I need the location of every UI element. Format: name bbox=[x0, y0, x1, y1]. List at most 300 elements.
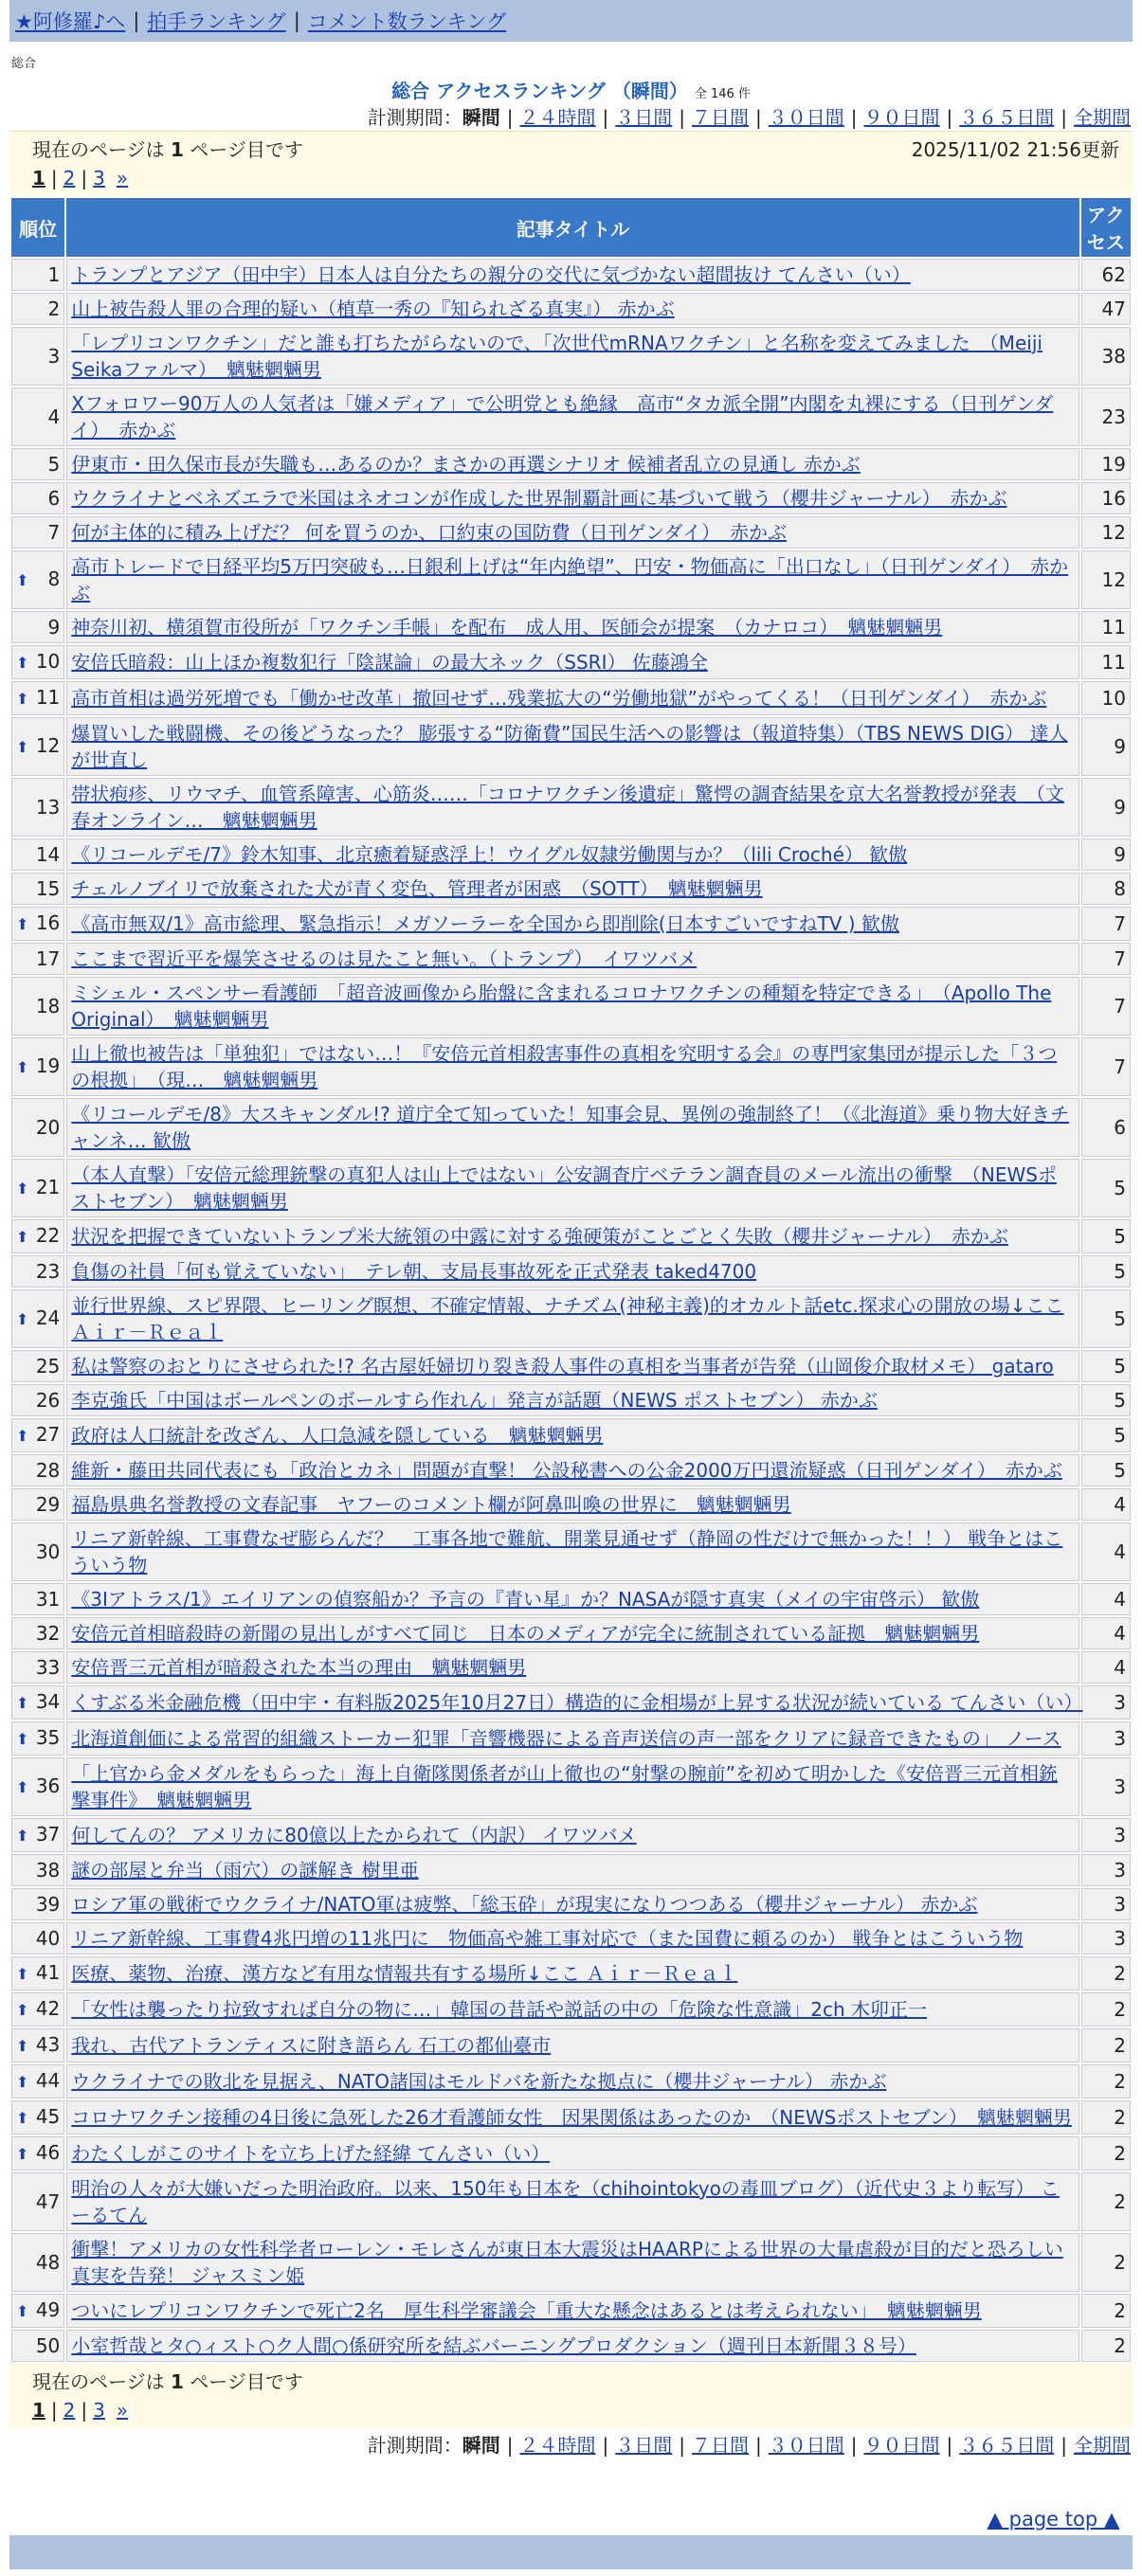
page-separator: | bbox=[81, 167, 88, 189]
article-link[interactable]: （本人直撃）「安倍元総理銃撃の真犯人は山上ではない」公安調査庁ベテラン調査員のメール流出の衝撃 （NEWSポストセブン） 魑魅魍魎男 bbox=[71, 1163, 1057, 1213]
period-option-link[interactable]: ９０日間 bbox=[863, 2434, 940, 2457]
up-arrow-icon: ⬆ bbox=[16, 738, 29, 756]
rank-cell bbox=[11, 2233, 64, 2292]
access-count: 5 bbox=[1081, 1454, 1131, 1486]
rank-cell bbox=[11, 2136, 64, 2171]
page-link[interactable]: 2 bbox=[63, 2399, 76, 2422]
rank-number: 1 bbox=[47, 263, 61, 286]
table-row bbox=[11, 1098, 1131, 1157]
rank-number: 14 bbox=[35, 843, 61, 866]
title-cell bbox=[66, 1888, 1079, 1920]
rank-number: 34 bbox=[35, 1690, 61, 1713]
access-count: 4 bbox=[1081, 1522, 1131, 1581]
rank-number: 21 bbox=[35, 1176, 61, 1198]
table-row bbox=[11, 2294, 1131, 2328]
rank-number: 28 bbox=[35, 1459, 61, 1482]
rank-number: 19 bbox=[35, 1054, 61, 1077]
article-link[interactable]: 維新・藤田共同代表にも「政治とカネ」問題が直撃！ 公設秘書への公金2000万円還流疑惑（日刊ゲンダイ） 赤かぶ bbox=[71, 1459, 1062, 1482]
article-link[interactable]: 政府は人口統計を改ざん、人口急減を隠している 魑魅魍魎男 bbox=[71, 1424, 604, 1447]
article-link[interactable]: 爆買いした戦闘機、その後どうなった？ 膨張する“防衛費”国民生活への影響は（報道特集）（TBS NEWS DIG） 達人が世直し bbox=[71, 722, 1068, 771]
title-cell bbox=[66, 293, 1079, 325]
rank-cell bbox=[11, 1721, 64, 1756]
table-row bbox=[11, 1956, 1131, 1991]
table-row bbox=[11, 1350, 1131, 1382]
period-separator: | bbox=[506, 2434, 514, 2457]
rank-cell bbox=[11, 1418, 64, 1452]
rank-cell bbox=[11, 943, 64, 975]
top-nav-bar bbox=[9, 0, 1133, 42]
article-link[interactable]: 衝撃！アメリカの女性科学者ローレン・モレさんが東日本大震災はHAARPによる世界の大量虐殺が目的だと恐ろしい真実を告発！ ジャスミン姫 bbox=[71, 2238, 1063, 2287]
period-separator: | bbox=[755, 2434, 762, 2457]
up-arrow-icon: ⬆ bbox=[16, 690, 29, 708]
rank-cell bbox=[11, 327, 64, 386]
article-link[interactable]: 伊東市・田久保市長が失職も…あるのか？まさかの再選シナリオ 候補者乱立の見通し 赤かぶ bbox=[71, 453, 861, 476]
period-separator: | bbox=[946, 2434, 953, 2457]
rank-cell bbox=[11, 1159, 64, 1217]
article-link[interactable]: 何してんの？ アメリカに80億以上たかられて（内訳） イワツバメ bbox=[71, 1824, 637, 1846]
article-link[interactable]: 並行世界線、スピ界隈、ヒーリング瞑想、不確定情報、ナチズム(神秘主義)的オカルト話etc.探求心の開放の場↓ここＡｉｒ－Ｒｅａｌ bbox=[71, 1294, 1064, 1343]
rank-number: 39 bbox=[35, 1893, 61, 1916]
title-cell bbox=[66, 1454, 1079, 1486]
updated-timestamp: 2025/11/02 21:56更新 bbox=[911, 138, 1119, 161]
comment-ranking-link[interactable]: コメント数ランキング bbox=[307, 10, 507, 33]
table-row bbox=[11, 907, 1131, 941]
table-row bbox=[11, 1255, 1131, 1288]
title-cell bbox=[66, 2136, 1079, 2171]
article-link[interactable]: ミシェル・スペンサー看護師 「超音波画像から胎盤に含まれるコロナワクチンの種類を特定できる」 （Apollo The Original） 魑魅魍魎男 bbox=[71, 982, 1052, 1031]
rank-cell bbox=[11, 2028, 64, 2063]
title-cell bbox=[66, 2233, 1079, 2292]
rank-number: 41 bbox=[35, 1961, 61, 1984]
page-link[interactable]: 2 bbox=[63, 167, 76, 189]
period-option-link[interactable]: ７日間 bbox=[692, 2434, 749, 2457]
title-cell bbox=[66, 1757, 1079, 1816]
rank-number: 50 bbox=[35, 2334, 61, 2357]
article-link[interactable]: ここまで習近平を爆笑させるのは見たこと無い。（トランプ） イワツバメ bbox=[71, 947, 698, 970]
pagination-bottom bbox=[9, 2364, 1133, 2428]
rank-number: 25 bbox=[35, 1355, 61, 1378]
rank-cell bbox=[11, 645, 64, 679]
article-link[interactable]: 帯状疱疹、リウマチ、血管系障害、心筋炎……「コロナワクチン後遺症」驚愕の調査結果を京大名誉教授が発表 （文春オンライン… 魑魅魍魎男 bbox=[71, 783, 1064, 832]
table-row bbox=[11, 717, 1131, 776]
up-arrow-icon: ⬆ bbox=[16, 1310, 29, 1328]
article-link[interactable]: Xフォロワー90万人の人気者は「嫌メディア」で公明党とも絶縁 高市“タカ派全開”内閣を丸裸にする（日刊ゲンダイ） 赤かぶ bbox=[71, 392, 1054, 441]
rank-cell bbox=[11, 1757, 64, 1816]
access-count: 3 bbox=[1081, 1685, 1131, 1720]
access-count: 5 bbox=[1081, 1219, 1131, 1253]
access-count: 5 bbox=[1081, 1418, 1131, 1452]
article-link[interactable]: くすぶる米金融危機（田中宇・有料版2025年10月27日）構造的に金相場が上昇する状況が続いている てんさい（い） bbox=[71, 1691, 1083, 1714]
article-link[interactable]: 北海道創価による常習的組織ストーカー犯罪「音響機器による音声送信の声一部をクリアに録音できたもの」 ノース bbox=[71, 1727, 1061, 1750]
col-rank-header: 順位 bbox=[11, 198, 64, 257]
table-row bbox=[11, 2028, 1131, 2063]
rank-number: 5 bbox=[47, 453, 61, 476]
period-option-link[interactable]: ３日間 bbox=[615, 106, 673, 129]
rank-number: 43 bbox=[35, 2033, 61, 2056]
rank-number: 13 bbox=[35, 796, 61, 819]
access-count: 5 bbox=[1081, 1350, 1131, 1382]
title-cell bbox=[66, 681, 1079, 715]
table-row bbox=[11, 1289, 1131, 1348]
rank-cell bbox=[11, 1255, 64, 1288]
period-separator: | bbox=[1060, 2434, 1067, 2457]
rank-cell bbox=[11, 482, 64, 514]
rank-number: 6 bbox=[47, 487, 61, 510]
rank-cell bbox=[11, 259, 64, 291]
up-arrow-icon: ⬆ bbox=[16, 1730, 29, 1748]
rank-number: 26 bbox=[35, 1389, 61, 1412]
title-cell bbox=[66, 1721, 1079, 1756]
title-cell bbox=[66, 1098, 1079, 1157]
rank-cell bbox=[11, 1922, 64, 1955]
period-option-link[interactable]: ２４時間 bbox=[519, 2434, 596, 2457]
rank-cell bbox=[11, 907, 64, 941]
access-count: 5 bbox=[1081, 1255, 1131, 1288]
table-row bbox=[11, 873, 1131, 905]
article-link[interactable]: トランプとアジア（田中宇）日本人は自分たちの親分の交代に気づかない超間抜け てんさい（い） bbox=[71, 263, 911, 286]
title-cell bbox=[66, 2028, 1079, 2063]
article-link[interactable]: ロシア軍の戦術でウクライナ/NATO軍は疲弊、「総玉砕」が現実になりつつある（櫻井ジャーナル） 赤かぶ bbox=[71, 1893, 978, 1916]
table-row bbox=[11, 1992, 1131, 2027]
table-row bbox=[11, 1159, 1131, 1217]
rank-cell bbox=[11, 681, 64, 715]
title-cell bbox=[66, 1992, 1079, 2027]
article-link[interactable]: 明治の人々が大嫌いだった明治政府。以来、150年も日本を（chihointokyoの毒皿ブログ）（近代史３より転写） こーるてん bbox=[71, 2177, 1060, 2226]
access-count: 3 bbox=[1081, 1757, 1131, 1816]
period-option-link[interactable]: ３０日間 bbox=[768, 2434, 844, 2457]
rank-number: 4 bbox=[47, 405, 61, 428]
table-header-row bbox=[11, 198, 1131, 257]
rank-cell bbox=[11, 293, 64, 325]
up-arrow-icon: ⬆ bbox=[16, 2037, 29, 2055]
table-row bbox=[11, 550, 1131, 609]
table-row bbox=[11, 1888, 1131, 1920]
access-count: 4 bbox=[1081, 1617, 1131, 1649]
article-link[interactable]: わたくしがこのサイトを立ち上げた経緯 てんさい（い） bbox=[71, 2142, 551, 2165]
title-cell bbox=[66, 387, 1079, 446]
table-row bbox=[11, 645, 1131, 679]
ranking-table bbox=[9, 196, 1133, 2364]
rank-number: 24 bbox=[35, 1306, 61, 1329]
rank-cell bbox=[11, 1854, 64, 1886]
table-row bbox=[11, 681, 1131, 715]
article-link[interactable]: ウクライナとベネズエラで米国はネオコンが作成した世界制覇計画に基づいて戦う（櫻井ジャーナル） 赤かぶ bbox=[71, 487, 1007, 510]
up-arrow-icon: ⬆ bbox=[16, 1778, 29, 1796]
page-title-text: 総合 アクセスランキング （瞬間） bbox=[391, 80, 688, 102]
access-count: 2 bbox=[1081, 2172, 1131, 2231]
access-count: 2 bbox=[1081, 2064, 1131, 2099]
access-count: 3 bbox=[1081, 1922, 1131, 1955]
up-arrow-icon: ⬆ bbox=[16, 1058, 29, 1076]
article-link[interactable]: 李克強氏「中国はボールペンのボールすら作れん」発言が話題（NEWS ポストセブン） 赤かぶ bbox=[71, 1389, 878, 1412]
access-count: 47 bbox=[1081, 293, 1131, 325]
article-link[interactable]: 負傷の社員「何も覚えていない」 テレ朝、支局長事故死を正式発表 taked4700 bbox=[71, 1260, 757, 1283]
home-link[interactable]: ★阿修羅♪へ bbox=[15, 10, 126, 33]
title-cell bbox=[66, 2064, 1079, 2099]
access-count: 3 bbox=[1081, 1721, 1131, 1756]
article-link[interactable]: 《リコールデモ/8》大スキャンダル!? 道庁全て知っていた！知事会見、異例の強制終了！（《北海道》乗り物大好きチャンネ… 歓傲 bbox=[71, 1103, 1070, 1152]
rank-cell bbox=[11, 1956, 64, 1991]
rank-number: 38 bbox=[35, 1859, 61, 1882]
access-count: 16 bbox=[1081, 482, 1131, 514]
access-count: 9 bbox=[1081, 838, 1131, 871]
table-row bbox=[11, 1757, 1131, 1816]
article-link[interactable]: 安倍晋三元首相が暗殺された本当の理由 魑魅魍魎男 bbox=[71, 1656, 527, 1679]
table-row bbox=[11, 1721, 1131, 1756]
rank-number: 16 bbox=[35, 911, 61, 934]
table-row bbox=[11, 482, 1131, 514]
rank-number: 23 bbox=[35, 1260, 61, 1283]
article-link[interactable]: 《高市無双/1》高市総理、緊急指示！メガソーラーを全国から即削除(日本すごいですねTV ) 歓傲 bbox=[71, 912, 899, 935]
rank-cell bbox=[11, 2064, 64, 2099]
rank-number: 36 bbox=[35, 1774, 61, 1797]
rank-cell bbox=[11, 838, 64, 871]
table-row bbox=[11, 1418, 1131, 1452]
article-link[interactable]: 《リコールデモ/7》鈴木知事、北京癒着疑惑浮上！ウイグル奴隷労働関与か？（lili Croché） 歓傲 bbox=[71, 843, 908, 866]
title-cell bbox=[66, 838, 1079, 871]
article-link[interactable]: 「レプリコンワクチン」だと誰も打ちたがらないので、「次世代mRNAワクチン」と名称を変えてみました （Meiji Seikaファルマ） 魑魅魍魎男 bbox=[71, 332, 1042, 381]
period-separator: | bbox=[602, 106, 609, 129]
access-count: 62 bbox=[1081, 259, 1131, 291]
title-cell bbox=[66, 1350, 1079, 1382]
period-option-link[interactable]: ３０日間 bbox=[768, 106, 844, 129]
article-link[interactable]: 安倍氏暗殺：山上ほか複数犯行「陰謀論」の最大ネック（SSRI） 佐藤鴻全 bbox=[71, 651, 708, 674]
article-link[interactable]: 福島県典名誉教授の文春記事 ヤフーのコメント欄が阿鼻叫喚の世界に 魑魅魍魎男 bbox=[71, 1493, 791, 1516]
page-link[interactable]: 3 bbox=[93, 2399, 105, 2422]
article-link[interactable]: 「女性は襲ったり拉致すれば自分の物に…」韓国の昔話や説話の中の「危険な性意識」2ch 木卯正一 bbox=[71, 1998, 928, 2021]
rank-number: 47 bbox=[35, 2190, 61, 2213]
access-count: 2 bbox=[1081, 2100, 1131, 2135]
article-link[interactable]: 高市トレードで日経平均5万円突破も…日銀利上げは“年内絶望”、円安・物価高に「出口なし」（日刊ゲンダイ） 赤かぶ bbox=[71, 555, 1069, 604]
access-count: 11 bbox=[1081, 611, 1131, 643]
title-cell bbox=[66, 2330, 1079, 2362]
rank-number: 27 bbox=[35, 1423, 61, 1446]
period-option-link[interactable]: 全期間 bbox=[1074, 2434, 1131, 2457]
title-cell bbox=[66, 1854, 1079, 1886]
rank-cell bbox=[11, 1037, 64, 1096]
article-link[interactable]: ついにレプリコンワクチンで死亡2名 厚生科学審議会「重大な懸念はあるとは考えられない」 魑魅魍魎男 bbox=[71, 2299, 982, 2322]
access-count: 19 bbox=[1081, 448, 1131, 480]
period-selector bbox=[0, 104, 1131, 131]
rank-number: 12 bbox=[35, 734, 61, 757]
access-count: 4 bbox=[1081, 1488, 1131, 1521]
article-link[interactable]: 医療、薬物、治療、漢方など有用な情報共有する場所↓ここ Ａｉｒ－Ｒｅａｌ bbox=[71, 1962, 738, 1985]
rank-cell bbox=[11, 778, 64, 837]
article-link[interactable]: 私は警察のおとりにさせられた!? 名古屋妊婦切り裂き殺人事件の真相を当事者が告発（山岡俊介取材メモ） gataro bbox=[71, 1355, 1054, 1378]
period-option-link[interactable]: ３６５日間 bbox=[959, 2434, 1055, 2457]
article-link[interactable]: 何が主体的に積み上げだ？ 何を買うのか、口約束の国防費（日刊ゲンダイ） 赤かぶ bbox=[71, 521, 788, 544]
rank-number: 32 bbox=[35, 1622, 61, 1645]
access-count: 8 bbox=[1081, 873, 1131, 905]
period-option-link[interactable]: ７日間 bbox=[692, 106, 749, 129]
rank-cell bbox=[11, 387, 64, 446]
page-links bbox=[32, 2396, 1119, 2424]
rank-cell bbox=[11, 550, 64, 609]
title-cell bbox=[66, 1418, 1079, 1452]
title-cell bbox=[66, 550, 1079, 609]
rank-cell bbox=[11, 1219, 64, 1253]
rank-cell bbox=[11, 516, 64, 549]
period-current: 瞬間 bbox=[462, 106, 500, 129]
bottom-bar bbox=[9, 2535, 1133, 2569]
table-row bbox=[11, 1854, 1131, 1886]
page-links bbox=[32, 164, 1119, 192]
rank-number: 35 bbox=[35, 1726, 61, 1749]
table-row bbox=[11, 2136, 1131, 2171]
period-option-link[interactable]: ３６５日間 bbox=[959, 106, 1055, 129]
page-link[interactable]: 3 bbox=[93, 167, 105, 189]
table-row bbox=[11, 327, 1131, 386]
rank-cell bbox=[11, 977, 64, 1036]
table-row bbox=[11, 259, 1131, 291]
rank-number: 2 bbox=[47, 297, 61, 320]
title-cell bbox=[66, 717, 1079, 776]
rank-number: 7 bbox=[47, 521, 61, 544]
page-title bbox=[0, 76, 1142, 100]
table-row bbox=[11, 1488, 1131, 1521]
access-count: 5 bbox=[1081, 1159, 1131, 1217]
page-separator: | bbox=[81, 2399, 88, 2422]
period-current: 瞬間 bbox=[462, 2434, 500, 2457]
article-link[interactable]: リニア新幹線、工事費なぜ膨らんだ？ 工事各地で難航、開業見通せず（静岡の性だけで無かった！！） 戦争とはこういう物 bbox=[71, 1527, 1063, 1576]
table-row bbox=[11, 1384, 1131, 1416]
up-arrow-icon: ⬆ bbox=[16, 1827, 29, 1845]
article-link[interactable]: 神奈川初、横須賀市役所が「ワクチン手帳」を配布 成人用、医師会が提案 （カナロコ） 魑魅魍魎男 bbox=[71, 616, 943, 639]
rank-cell bbox=[11, 1818, 64, 1852]
rank-number: 20 bbox=[35, 1116, 61, 1139]
period-separator: | bbox=[850, 2434, 858, 2457]
up-arrow-icon: ⬆ bbox=[16, 2302, 29, 2320]
access-count: 2 bbox=[1081, 1956, 1131, 1991]
rank-cell bbox=[11, 2100, 64, 2135]
rank-number: 45 bbox=[35, 2105, 61, 2128]
access-count: 4 bbox=[1081, 1651, 1131, 1684]
table-row bbox=[11, 2330, 1131, 2362]
rank-number: 22 bbox=[35, 1224, 61, 1247]
article-link[interactable]: ウクライナでの敗北を見据え、NATO諸国はモルドバを新たな拠点に（櫻井ジャーナル） 赤かぶ bbox=[71, 2070, 887, 2093]
up-arrow-icon: ⬆ bbox=[16, 2109, 29, 2127]
article-link[interactable]: リニア新幹線、工事費4兆円増の11兆円に 物価高や雑工事対応で（また国費に頼るのか） 戦争とはこういう物 bbox=[71, 1927, 1024, 1950]
rank-cell bbox=[11, 873, 64, 905]
rank-cell bbox=[11, 2172, 64, 2231]
period-separator: | bbox=[506, 106, 514, 129]
table-row bbox=[11, 1922, 1131, 1955]
up-arrow-icon: ⬆ bbox=[16, 571, 29, 589]
clap-ranking-link[interactable]: 拍手ランキング bbox=[147, 10, 286, 33]
table-row bbox=[11, 1454, 1131, 1486]
title-cell bbox=[66, 611, 1079, 643]
period-option-link[interactable]: ９０日間 bbox=[863, 106, 940, 129]
title-cell bbox=[66, 516, 1079, 549]
up-arrow-icon: ⬆ bbox=[16, 1427, 29, 1445]
title-cell bbox=[66, 1922, 1079, 1955]
category-label: 総合 bbox=[11, 57, 37, 71]
rank-cell bbox=[11, 1454, 64, 1486]
title-cell bbox=[66, 907, 1079, 941]
access-count: 9 bbox=[1081, 717, 1131, 776]
page-current: 1 bbox=[32, 167, 45, 189]
table-row bbox=[11, 1685, 1131, 1720]
article-link[interactable]: コロナワクチン接種の4日後に急死した26才看護師女性 因果関係はあったのか （NEWSポストセブン） 魑魅魍魎男 bbox=[71, 2106, 1072, 2129]
table-row bbox=[11, 293, 1131, 325]
page-current: 1 bbox=[32, 2399, 45, 2422]
article-link[interactable]: 安倍元首相暗殺時の新聞の見出しがすべて同じ 日本のメディアが完全に統制されている証拠 魑魅魍魎男 bbox=[71, 1622, 980, 1645]
article-link[interactable]: 謎の部屋と弁当（雨穴）の謎解き 樹里亜 bbox=[71, 1859, 419, 1882]
article-link[interactable]: 我れ、古代アトランティスに附き語らん 石工の都仙臺市 bbox=[71, 2034, 552, 2057]
table-row bbox=[11, 977, 1131, 1036]
access-count: 3 bbox=[1081, 1854, 1131, 1886]
up-arrow-icon: ⬆ bbox=[16, 1965, 29, 1983]
rank-cell bbox=[11, 1685, 64, 1720]
article-link[interactable]: 山上徹也被告は「単独犯」ではない…！『安倍元首相殺害事件の真相を究明する会』の専門家集団が提示した「３つの根拠」 （現… 魑魅魍魎男 bbox=[71, 1042, 1058, 1091]
access-count: 7 bbox=[1081, 977, 1131, 1036]
access-count: 2 bbox=[1081, 2330, 1131, 2362]
title-cell bbox=[66, 1488, 1079, 1521]
rank-number: 10 bbox=[35, 650, 61, 673]
access-count: 9 bbox=[1081, 778, 1131, 837]
nav-separator: | bbox=[133, 9, 140, 32]
access-count: 7 bbox=[1081, 907, 1131, 941]
access-count: 6 bbox=[1081, 1098, 1131, 1157]
period-option-link[interactable]: 全期間 bbox=[1074, 106, 1131, 129]
rank-cell bbox=[11, 1098, 64, 1157]
rank-number: 49 bbox=[35, 2298, 61, 2321]
rank-number: 31 bbox=[35, 1588, 61, 1611]
rank-number: 30 bbox=[35, 1540, 61, 1563]
period-separator: | bbox=[850, 106, 858, 129]
rank-cell bbox=[11, 1992, 64, 2027]
next-page-link[interactable]: » bbox=[116, 2399, 129, 2422]
period-option-link[interactable]: ２４時間 bbox=[519, 106, 596, 129]
title-cell bbox=[66, 448, 1079, 480]
rank-number: 29 bbox=[35, 1493, 61, 1516]
access-count: 5 bbox=[1081, 1289, 1131, 1348]
article-link[interactable]: 山上被告殺人罪の合理的疑い（植草一秀の『知られざる真実』） 赤かぶ bbox=[71, 297, 675, 320]
article-link[interactable]: 高市首相は過労死増でも「働かせ改革」撤回せず…残業拡大の“労働地獄”がやってくる！（日刊ゲンダイ） 赤かぶ bbox=[71, 687, 1047, 710]
title-cell bbox=[66, 1255, 1079, 1288]
table-row bbox=[11, 2064, 1131, 2099]
access-count: 2 bbox=[1081, 2294, 1131, 2328]
article-link[interactable]: 小室哲哉とタ○ィスト○ク人間○係研究所を結ぶバーニングプロダクション（週刊日本新聞３８号） bbox=[71, 2334, 916, 2357]
period-option-link[interactable]: ３日間 bbox=[615, 2434, 673, 2457]
page-top-link[interactable]: ▲ page top ▲ bbox=[987, 2508, 1119, 2531]
next-page-link[interactable]: » bbox=[116, 167, 129, 189]
rank-number: 8 bbox=[47, 567, 61, 590]
rank-number: 17 bbox=[35, 947, 61, 970]
article-link[interactable]: 「上官から金メダルをもらった」海上自衛隊関係者が山上徹也の“射撃の腕前”を初めて明かした《安倍晋三元首相銃撃事件》 魑魅魍魎男 bbox=[71, 1762, 1059, 1811]
period-label: 計測期間： bbox=[367, 2434, 462, 2457]
title-cell bbox=[66, 1037, 1079, 1096]
rank-number: 44 bbox=[35, 2069, 61, 2092]
article-link[interactable]: 状況を把握できていないトランプ米大統領の中露に対する強硬策がことごとく失敗（櫻井ジャーナル） 赤かぶ bbox=[71, 1225, 1008, 1248]
access-count: 12 bbox=[1081, 516, 1131, 549]
article-link[interactable]: チェルノブイリで放棄された犬が青く変色、管理者が困惑 （SOTT） 魑魅魍魎男 bbox=[71, 877, 763, 900]
access-count: 5 bbox=[1081, 1384, 1131, 1416]
access-count: 4 bbox=[1081, 1583, 1131, 1615]
access-count: 23 bbox=[1081, 387, 1131, 446]
rank-cell bbox=[11, 1289, 64, 1348]
table-row bbox=[11, 1818, 1131, 1852]
table-row bbox=[11, 778, 1131, 837]
rank-number: 9 bbox=[47, 616, 61, 639]
pagination-top bbox=[9, 131, 1133, 196]
title-cell bbox=[66, 1818, 1079, 1852]
table-row bbox=[11, 1617, 1131, 1649]
article-link[interactable]: 《3Iアトラス/1》エイリアンの偵察船か？予言の『青い星』か？NASAが隠す真実（メイの宇宙啓示） 歓傲 bbox=[71, 1588, 980, 1611]
table-row bbox=[11, 1583, 1131, 1615]
title-cell bbox=[66, 943, 1079, 975]
rank-cell bbox=[11, 717, 64, 776]
